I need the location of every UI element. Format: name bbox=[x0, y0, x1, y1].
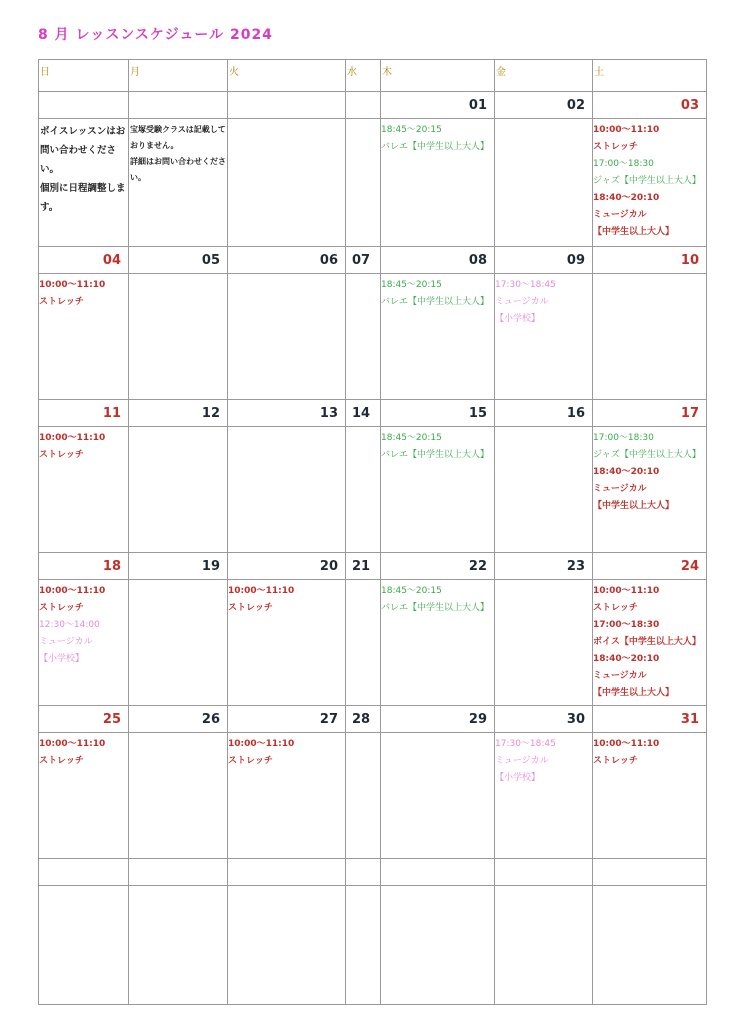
lesson-entry: ストレッチ bbox=[593, 756, 638, 766]
empty-cell bbox=[346, 859, 381, 886]
date-number: 29 bbox=[381, 706, 495, 733]
day-cell bbox=[129, 427, 228, 553]
weekday-header: 金 bbox=[495, 60, 593, 92]
lesson-entry: バレエ【中学生以上大人】 bbox=[381, 603, 490, 613]
lesson-entry: 17:00〜18:30 bbox=[593, 159, 654, 169]
day-cell bbox=[381, 119, 495, 247]
day-cell bbox=[495, 580, 593, 706]
day-cell bbox=[381, 733, 495, 859]
schedule-row bbox=[39, 427, 707, 553]
day-cell bbox=[39, 733, 129, 859]
empty-cell bbox=[228, 859, 346, 886]
day-cell bbox=[228, 274, 346, 400]
empty-cell bbox=[381, 859, 495, 886]
lesson-entry: 17:00〜18:30 bbox=[593, 433, 654, 443]
lesson-entry: 10:00〜11:10 bbox=[39, 433, 106, 443]
lesson-entry: 【中学生以上大人】 bbox=[593, 227, 675, 237]
date-number-row bbox=[39, 92, 707, 119]
empty-cell bbox=[39, 859, 129, 886]
weekday-header: 水 bbox=[346, 60, 381, 92]
date-number: 09 bbox=[495, 247, 593, 274]
date-number: 31 bbox=[593, 706, 707, 733]
lesson-entry: 12:30〜14:00 bbox=[39, 620, 100, 630]
lesson-entry: 18:40〜20:10 bbox=[593, 193, 660, 203]
date-number bbox=[346, 92, 381, 119]
day-cell bbox=[381, 580, 495, 706]
lesson-entry: 10:00〜11:10 bbox=[228, 739, 295, 749]
date-number: 28 bbox=[346, 706, 381, 733]
date-number: 17 bbox=[593, 400, 707, 427]
lesson-entry: 10:00〜11:10 bbox=[39, 586, 106, 596]
day-cell bbox=[495, 733, 593, 859]
lesson-entry: 【小学校】 bbox=[39, 654, 85, 664]
day-cell bbox=[228, 427, 346, 553]
day-cell bbox=[495, 427, 593, 553]
date-number: 05 bbox=[129, 247, 228, 274]
day-cell bbox=[495, 119, 593, 247]
date-number: 03 bbox=[593, 92, 707, 119]
lesson-entry: 【小学校】 bbox=[495, 314, 541, 324]
empty-cell bbox=[593, 859, 707, 886]
lesson-entry: 18:40〜20:10 bbox=[593, 467, 660, 477]
empty-cell bbox=[593, 886, 707, 1005]
day-cell bbox=[39, 274, 129, 400]
voice-lesson-note: ボイスレッスンはお問い合わせください。 bbox=[40, 126, 126, 175]
day-cell bbox=[346, 427, 381, 553]
day-cell bbox=[346, 733, 381, 859]
lesson-entry: ジャズ【中学生以上大人】 bbox=[593, 450, 701, 460]
empty-cell bbox=[129, 886, 228, 1005]
date-number: 27 bbox=[228, 706, 346, 733]
date-number: 16 bbox=[495, 400, 593, 427]
takarazuka-class-note: 詳細はお問い合わせください。 bbox=[130, 157, 226, 182]
empty-row bbox=[39, 859, 707, 886]
day-cell bbox=[346, 274, 381, 400]
weekday-header-row bbox=[39, 60, 707, 92]
weekday-header: 火 bbox=[228, 60, 346, 92]
lesson-entry: 10:00〜11:10 bbox=[593, 125, 660, 135]
takarazuka-class-note: 宝塚受験クラスは記載しておりません。 bbox=[130, 125, 226, 150]
lesson-entry: バレエ【中学生以上大人】 bbox=[381, 142, 490, 152]
date-number: 23 bbox=[495, 553, 593, 580]
lesson-entry: ジャズ【中学生以上大人】 bbox=[593, 176, 701, 186]
day-cell bbox=[39, 427, 129, 553]
date-number: 07 bbox=[346, 247, 381, 274]
lesson-entry: ミュージカル bbox=[495, 756, 549, 766]
lesson-entry: ストレッチ bbox=[228, 603, 273, 613]
day-cell bbox=[228, 580, 346, 706]
schedule-row bbox=[39, 274, 707, 400]
lesson-entry: 10:00〜11:10 bbox=[593, 739, 660, 749]
day-cell bbox=[129, 733, 228, 859]
lesson-entry: ボイス【中学生以上大人】 bbox=[593, 637, 701, 647]
date-number: 04 bbox=[39, 247, 129, 274]
lesson-entry: ストレッチ bbox=[39, 297, 84, 307]
date-number: 13 bbox=[228, 400, 346, 427]
date-number-row bbox=[39, 553, 707, 580]
lesson-entry: 18:45〜20:15 bbox=[381, 433, 442, 443]
date-number bbox=[39, 92, 129, 119]
lesson-entry: ミュージカル bbox=[39, 637, 93, 647]
date-number: 10 bbox=[593, 247, 707, 274]
weekday-header: 木 bbox=[381, 60, 495, 92]
voice-lesson-note: 個別に日程調整します。 bbox=[40, 183, 126, 213]
empty-cell bbox=[495, 859, 593, 886]
lesson-entry: 17:30〜18:45 bbox=[495, 739, 556, 749]
lesson-entry: 18:45〜20:15 bbox=[381, 280, 442, 290]
lesson-entry: ミュージカル bbox=[593, 484, 647, 494]
date-number: 06 bbox=[228, 247, 346, 274]
day-cell bbox=[346, 580, 381, 706]
lesson-entry: 10:00〜11:10 bbox=[39, 280, 106, 290]
date-number: 02 bbox=[495, 92, 593, 119]
date-number: 01 bbox=[381, 92, 495, 119]
schedule-row bbox=[39, 733, 707, 859]
date-number: 24 bbox=[593, 553, 707, 580]
calendar-table bbox=[38, 59, 707, 1005]
lesson-entry: ストレッチ bbox=[593, 603, 638, 613]
date-number-row bbox=[39, 706, 707, 733]
date-number-row bbox=[39, 247, 707, 274]
empty-cell bbox=[346, 886, 381, 1005]
date-number-row bbox=[39, 400, 707, 427]
lesson-entry: ストレッチ bbox=[39, 603, 84, 613]
empty-cell bbox=[381, 886, 495, 1005]
date-number: 22 bbox=[381, 553, 495, 580]
date-number: 12 bbox=[129, 400, 228, 427]
day-cell bbox=[39, 580, 129, 706]
lesson-entry: 【中学生以上大人】 bbox=[593, 688, 675, 698]
date-number: 19 bbox=[129, 553, 228, 580]
lesson-entry: ストレッチ bbox=[228, 756, 273, 766]
day-cell bbox=[129, 119, 228, 247]
lesson-entry: ストレッチ bbox=[39, 450, 84, 460]
day-cell bbox=[593, 733, 707, 859]
lesson-entry: バレエ【中学生以上大人】 bbox=[381, 450, 490, 460]
date-number bbox=[228, 92, 346, 119]
day-cell bbox=[495, 274, 593, 400]
lesson-entry: 10:00〜11:10 bbox=[39, 739, 106, 749]
date-number: 08 bbox=[381, 247, 495, 274]
day-cell bbox=[381, 274, 495, 400]
lesson-entry: ミュージカル bbox=[593, 671, 647, 681]
day-cell bbox=[228, 119, 346, 247]
date-number: 11 bbox=[39, 400, 129, 427]
lesson-entry: 18:45〜20:15 bbox=[381, 125, 442, 135]
lesson-entry: 【中学生以上大人】 bbox=[593, 501, 675, 511]
schedule-row bbox=[39, 119, 707, 247]
empty-row bbox=[39, 886, 707, 1005]
date-number: 14 bbox=[346, 400, 381, 427]
weekday-header: 土 bbox=[593, 60, 707, 92]
empty-cell bbox=[228, 886, 346, 1005]
page-title: 8 月 レッスンスケジュール 2024 bbox=[38, 27, 273, 43]
lesson-entry: 10:00〜11:10 bbox=[593, 586, 660, 596]
lesson-entry: バレエ【中学生以上大人】 bbox=[381, 297, 490, 307]
weekday-header: 月 bbox=[129, 60, 228, 92]
day-cell bbox=[381, 427, 495, 553]
day-cell bbox=[346, 119, 381, 247]
date-number: 20 bbox=[228, 553, 346, 580]
day-cell bbox=[129, 274, 228, 400]
empty-cell bbox=[495, 886, 593, 1005]
schedule-row bbox=[39, 580, 707, 706]
lesson-entry: ストレッチ bbox=[39, 756, 84, 766]
lesson-entry: 17:00〜18:30 bbox=[593, 620, 660, 630]
lesson-entry: ミュージカル bbox=[495, 297, 549, 307]
day-cell bbox=[593, 119, 707, 247]
lesson-entry: 18:40〜20:10 bbox=[593, 654, 660, 664]
date-number: 26 bbox=[129, 706, 228, 733]
date-number: 18 bbox=[39, 553, 129, 580]
date-number bbox=[129, 92, 228, 119]
lesson-entry: 18:45〜20:15 bbox=[381, 586, 442, 596]
lesson-entry: ストレッチ bbox=[593, 142, 638, 152]
day-cell bbox=[129, 580, 228, 706]
date-number: 15 bbox=[381, 400, 495, 427]
lesson-entry: 【小学校】 bbox=[495, 773, 541, 783]
day-cell bbox=[593, 274, 707, 400]
day-cell bbox=[593, 427, 707, 553]
empty-cell bbox=[39, 886, 129, 1005]
date-number: 21 bbox=[346, 553, 381, 580]
weekday-header: 日 bbox=[39, 60, 129, 92]
date-number: 30 bbox=[495, 706, 593, 733]
date-number: 25 bbox=[39, 706, 129, 733]
lesson-entry: 17:30〜18:45 bbox=[495, 280, 556, 290]
lesson-entry: 10:00〜11:10 bbox=[228, 586, 295, 596]
lesson-entry: ミュージカル bbox=[593, 210, 647, 220]
day-cell bbox=[39, 119, 129, 247]
day-cell bbox=[593, 580, 707, 706]
day-cell bbox=[228, 733, 346, 859]
empty-cell bbox=[129, 859, 228, 886]
